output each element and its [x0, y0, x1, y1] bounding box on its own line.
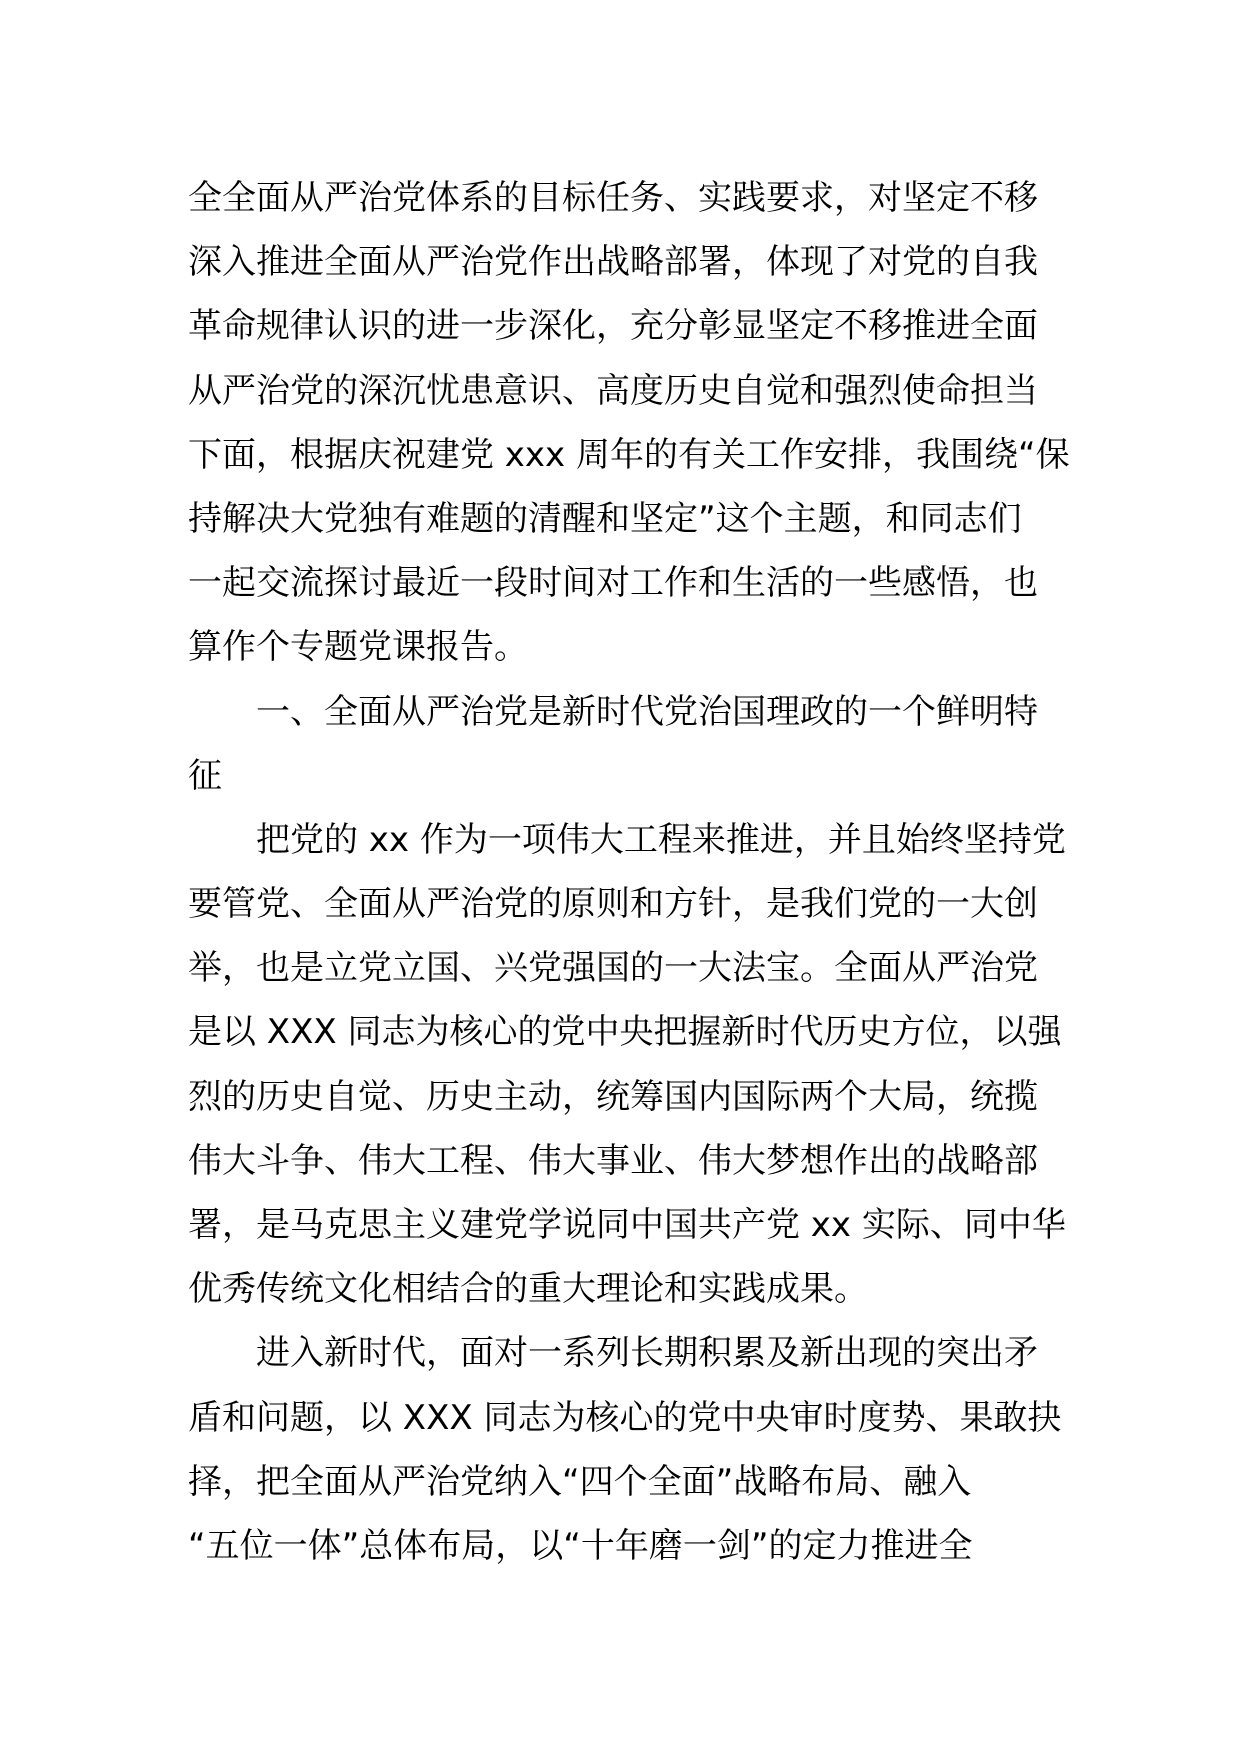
text-line: 一起交流探讨最近一段时间对工作和生活的一些感悟，也 [188, 563, 1038, 604]
text-line: 革命规律认识的进一步深化，充分彰显坚定不移推进全面 [188, 306, 1038, 347]
text-line: 深入推进全面从严治党作出战略部署，体现了对党的自我 [188, 242, 1038, 283]
text-line: 下面，根据庆祝建党 xxx 周年的有关工作安排，我围绕“保 [188, 434, 1070, 475]
text-line: 全全面从严治党体系的目标任务、实践要求，对坚定不移 [188, 178, 1038, 218]
text-line: 署，是马克思主义建党学说同中国共产党 xx 实际、同中华 [188, 1205, 1066, 1245]
text-line: 持解决大党独有难题的清醒和坚定”这个主题，和同志们 [188, 498, 1022, 539]
text-line: “五位一体”总体布局，以“十年磨一剑”的定力推进全 [188, 1525, 973, 1566]
text-line: 是以 XXX 同志为核心的党中央把握新时代历史方位，以强 [188, 1012, 1062, 1053]
text-line: 伟大斗争、伟大工程、伟大事业、伟大梦想作出的战略部 [188, 1140, 1038, 1181]
text-line: 从严治党的深沉忧患意识、高度历史自觉和强烈使命担当 [188, 370, 1038, 411]
paragraph-start-line: 把党的 xx 作为一项伟大工程来推进，并且始终坚持党 [256, 819, 1066, 860]
text-line: 要管党、全面从严治党的原则和方针，是我们党的一大创 [188, 884, 1038, 925]
text-line: 算作个专题党课报告。 [188, 627, 528, 668]
text-line: 烈的历史自觉、历史主动，统筹国内国际两个大局，统揽 [188, 1076, 1038, 1117]
text-line: 择，把全面从严治党纳入“四个全面”战略布局、融入 [188, 1461, 972, 1502]
body-text [188, 166, 1068, 1578]
section-heading-line: 征 [188, 755, 222, 796]
text-line: 盾和问题，以 XXX 同志为核心的党中央审时度势、果敢抉 [188, 1397, 1062, 1438]
section-heading-line: 一、全面从严治党是新时代党治国理政的一个鲜明特 [256, 691, 1038, 732]
text-line: 举，也是立党立国、兴党强国的一大法宝。全面从严治党 [188, 948, 1038, 989]
text-line: 优秀传统文化相结合的重大理论和实践成果。 [188, 1269, 868, 1310]
paragraph-start-line: 进入新时代，面对一系列长期积累及新出现的突出矛 [256, 1333, 1038, 1374]
